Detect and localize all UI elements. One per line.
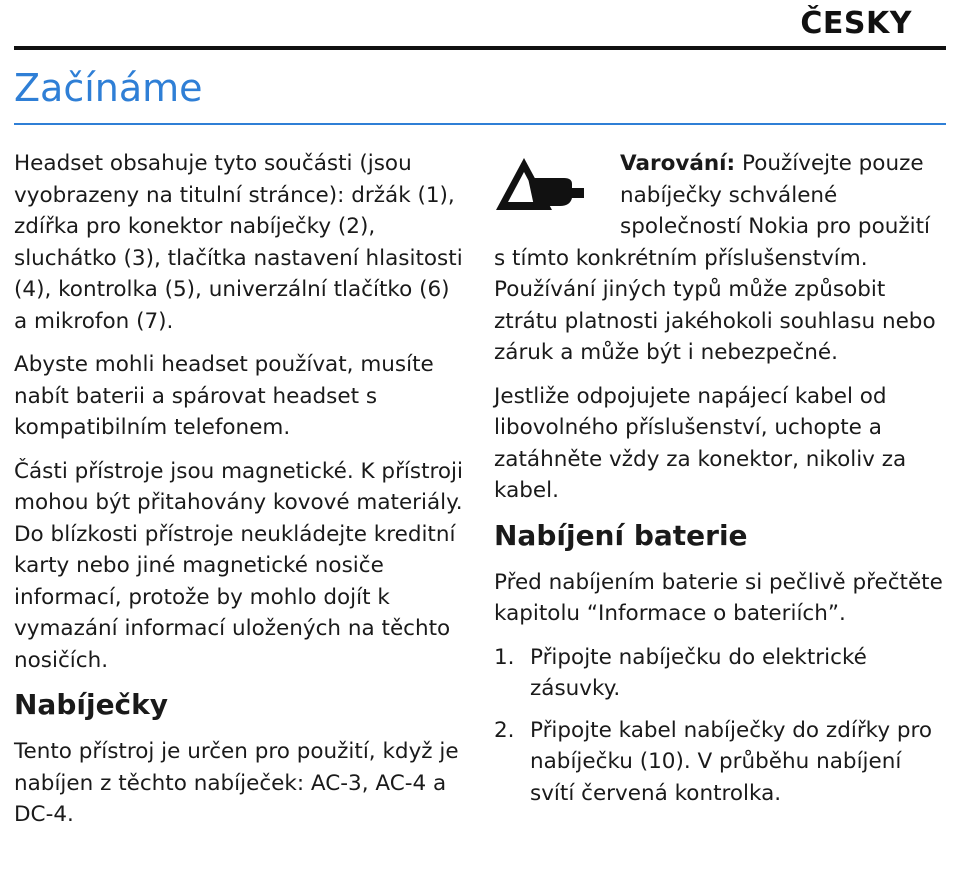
cable-paragraph: Jestliže odpojujete napájecí kabel od libovolného příslušenství, uchopte a zatáhněte vždy za konektor, nikoliv za kabel. — [494, 383, 907, 503]
warning-label: Varování: — [620, 151, 736, 176]
step-number: 1. — [494, 644, 515, 670]
warning-block — [494, 148, 946, 243]
pairing-paragraph: Abyste mohli headset používat, musíte nabít baterii a spárovat headset s kompatibilním telefonem. — [14, 352, 434, 440]
magnetic-paragraph: Části přístroje jsou magnetické. K přístroji mohou být přitahovány kovové materiály. Do blízkosti přístroje neukládejte kreditní karty nebo jiné magnetické nosiče informací, protože by mohlo dojít k vymazání informací uložených na těchto nosičích. — [14, 458, 463, 673]
charging-steps — [494, 642, 946, 810]
step-item — [494, 715, 946, 810]
charging-heading: Nabíjení baterie — [494, 518, 748, 552]
step-text: Připojte nabíječku do elektrické zásuvky. — [530, 644, 867, 701]
language-label: ČESKY — [800, 6, 912, 41]
chargers-heading: Nabíječky — [14, 688, 169, 721]
warning-continuation: s tímto konkrétním příslušenstvím. Používání jiných typů může způsobit ztrátu platnosti jakéhokoli souhlasu nebo záruk a může být i nebezpečné. — [494, 245, 936, 365]
chargers-paragraph: Tento přístroj je určen pro použití, když je nabíjen z těchto nabíječek: AC-3, AC-4 a DC-4. — [14, 739, 459, 827]
page-title: Začínáme — [14, 66, 203, 110]
step-item — [494, 642, 946, 705]
step-number: 2. — [494, 717, 515, 743]
parts-paragraph: Headset obsahuje tyto součásti (jsou vyobrazeny na titulní stránce): držák (1), zdířka pro konektor nabíječky (2), sluchátko (3), tlačítka nastavení hlasitosti (4), kontrolka (5), univerzální tlačítko (6) a mikrofon (7). — [14, 151, 463, 334]
title-rule — [14, 123, 946, 125]
header-rule — [14, 46, 946, 50]
charging-intro: Před nabíjením baterie si pečlivě přečtěte kapitolu “Informace o bateriích”. — [494, 569, 943, 626]
right-column — [494, 148, 946, 819]
left-column — [14, 148, 469, 843]
warning-text: Používejte pouze nabíječky schválené společností Nokia pro použití — [620, 151, 931, 239]
warning-hand-icon — [494, 154, 586, 212]
step-text: Připojte kabel nabíječky do zdířky pro nabíječku (10). V průběhu nabíjení svítí červená kontrolka. — [530, 717, 933, 806]
